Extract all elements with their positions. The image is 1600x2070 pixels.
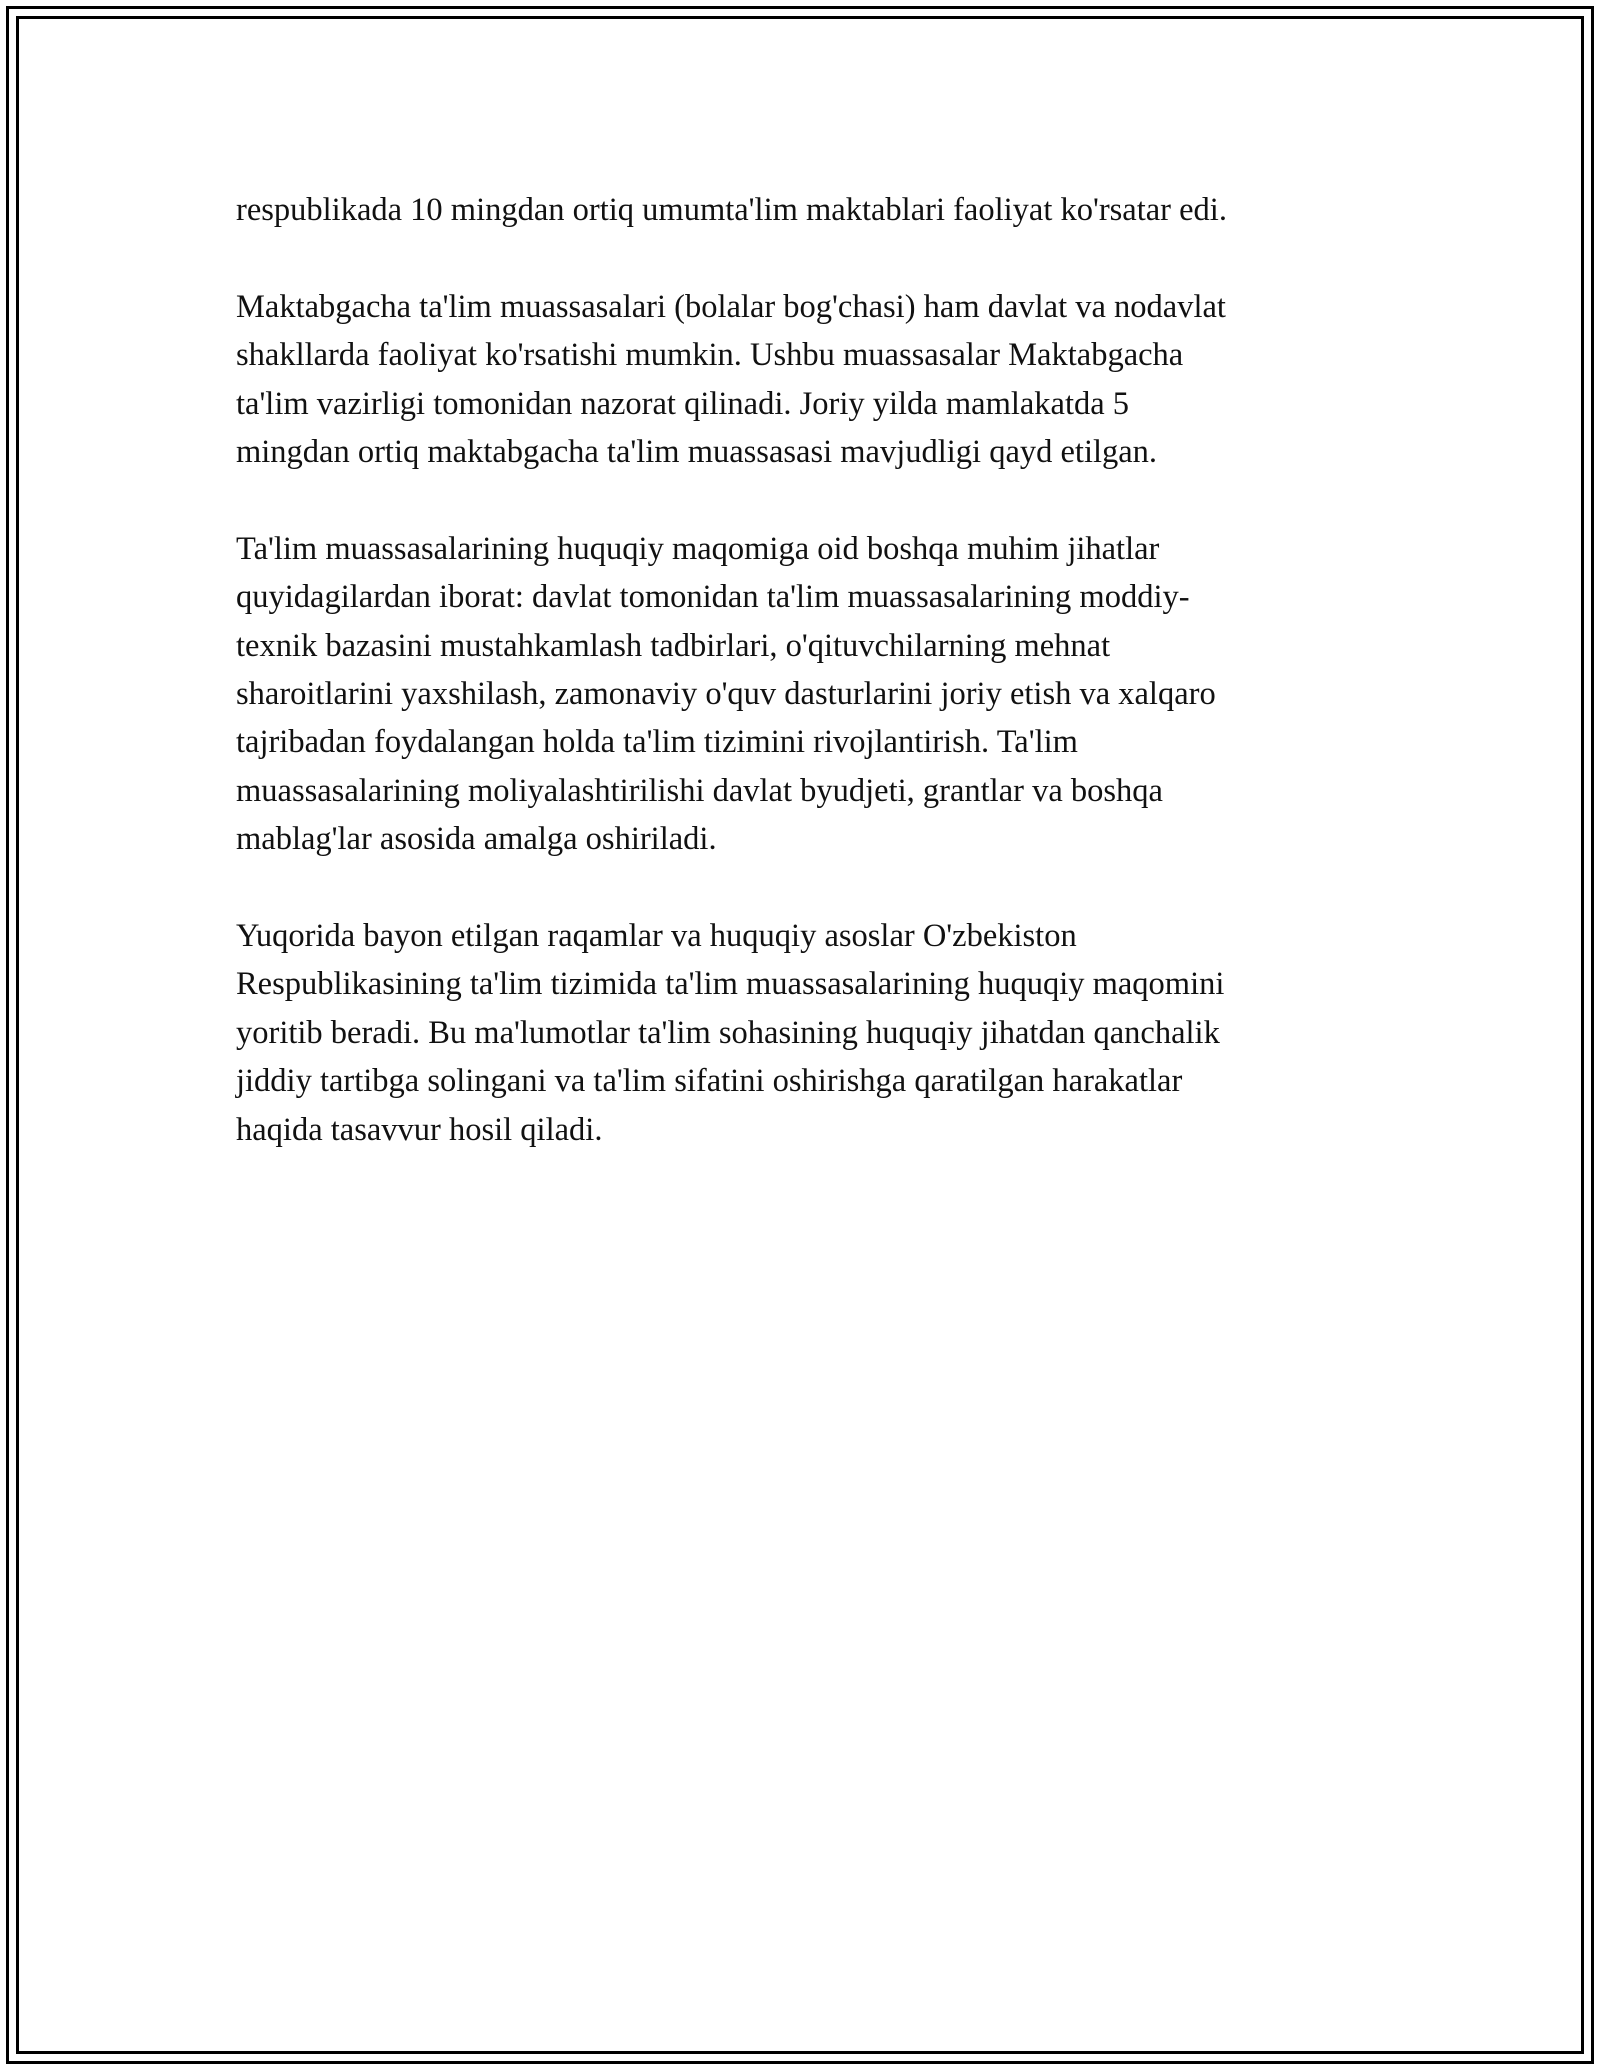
document-body	[236, 186, 1366, 1202]
paragraph-2: Maktabgacha ta'lim muassasalari (bolalar bog'chasi) ham davlat va nodavlat shakllarda faoliyat ko'rsatishi mumkin. Ushbu muassasalar Maktabgacha ta'lim vazirligi tomonidan nazorat qilinadi. Joriy yilda mamlakatda 5 mingdan ortiq maktabgacha ta'lim muassasasi mavjudligi qayd etilgan.	[236, 288, 1226, 471]
paragraph-4: Yuqorida bayon etilgan raqamlar va huquqiy asoslar O'zbekiston Respublikasining ta'lim tizimida ta'lim muassasalarining huquqiy maqomini yoritib beradi. Bu ma'lumotlar ta'lim sohasining huquqiy jihatdan qanchalik jiddiy tartibga solingani va ta'lim sifatini oshirishga qaratilgan harakatlar haqida tasavvur hosil qiladi.	[236, 918, 1225, 1148]
paragraph-1: respublikada 10 mingdan ortiq umumta'lim maktablari faoliyat ko'rsatar edi.	[236, 192, 1227, 228]
paragraph-3: Ta'lim muassasalarining huquqiy maqomiga oid boshqa muhim jihatlar quyidagilardan iborat: davlat tomonidan ta'lim muassasalarining moddiy- texnik bazasini mustahkamlash tadbirlari, o'qituvchilarning mehnat sharoitlarini yaxshilash, zamonaviy o'quv dasturlarini joriy etish va xalqaro tajribadan foydalangan holda ta'lim tizimini rivojlantirish. Ta'lim muassasalarining moliyalashtirilishi davlat byudjeti, grantlar va boshqa mablag'lar asosida amalga oshiriladi.	[236, 530, 1216, 858]
